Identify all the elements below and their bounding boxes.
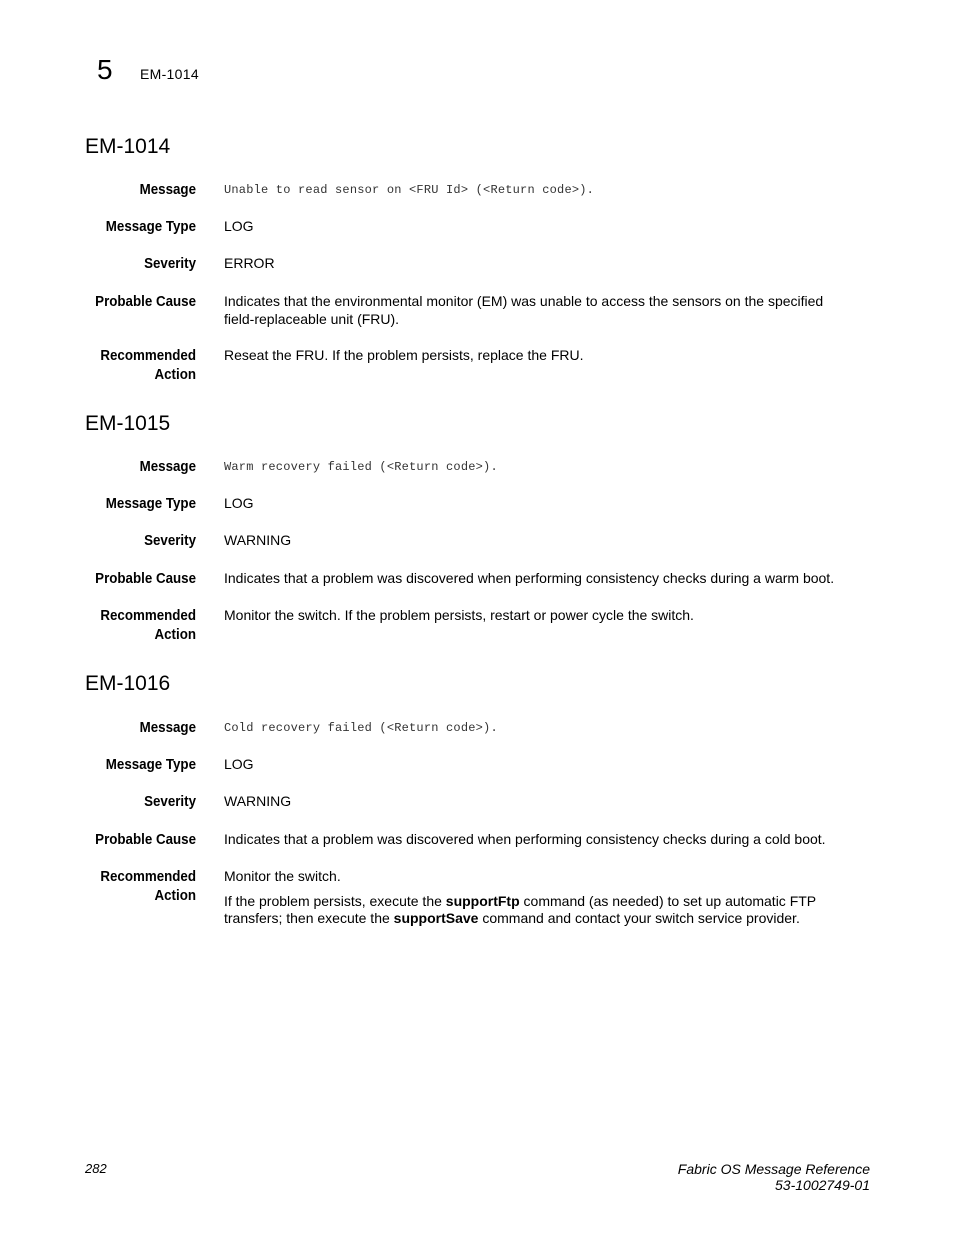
chapter-number: 5	[97, 54, 113, 85]
value-message: Warm recovery failed (<Return code>).	[224, 460, 498, 474]
label-severity: Severity	[144, 794, 196, 810]
section-title: EM-1014	[85, 135, 171, 158]
label-recommended-line1: Recommended	[100, 348, 196, 364]
value-message-type: LOG	[224, 495, 254, 511]
document-number: 53-1002749-01	[775, 1177, 870, 1193]
command-supportsave: supportSave	[393, 910, 479, 926]
label-message-type: Message Type	[105, 757, 196, 773]
value-recommended-action-detail	[224, 893, 844, 928]
value-probable-cause: Indicates that a problem was discovered when performing consistency checks during a cold boot.	[224, 831, 826, 847]
section-title: EM-1015	[85, 412, 171, 435]
label-recommended-line2: Action	[154, 888, 196, 904]
section-title: EM-1016	[85, 672, 171, 695]
value-recommended-action: Reseat the FRU. If the problem persists, replace the FRU.	[224, 347, 584, 363]
value-message: Unable to read sensor on <FRU Id> (<Return code>).	[224, 183, 595, 197]
label-probable-cause: Probable Cause	[95, 294, 196, 310]
label-severity: Severity	[144, 256, 196, 272]
label-recommended-line1: Recommended	[100, 869, 196, 885]
value-severity: WARNING	[224, 532, 292, 548]
label-recommended-line2: Action	[154, 627, 196, 643]
action-text-1: If the problem persists, execute the	[224, 892, 446, 909]
document-title: Fabric OS Message Reference	[677, 1161, 870, 1177]
label-message-type: Message Type	[105, 219, 196, 235]
label-recommended-line1: Recommended	[100, 608, 196, 624]
label-message-type: Message Type	[105, 496, 196, 512]
value-recommended-action: Monitor the switch. If the problem persists, restart or power cycle the switch.	[224, 607, 694, 623]
value-probable-cause: Indicates that the environmental monitor (EM) was unable to access the sensors on the specified field-replaceable unit (FRU).	[224, 293, 824, 327]
label-recommended-action	[58, 347, 196, 385]
value-recommended-action-block	[224, 868, 844, 928]
value-message-type: LOG	[224, 756, 254, 772]
value-probable-cause: Indicates that a problem was discovered when performing consistency checks during a warm boot.	[224, 570, 835, 586]
label-message: Message	[139, 459, 196, 475]
label-message: Message	[139, 720, 196, 736]
action-text-3: command and contact your switch service provider.	[478, 910, 800, 926]
label-recommended-line2: Action	[154, 367, 196, 383]
command-supportftp: supportFtp	[445, 892, 520, 909]
value-severity: ERROR	[224, 255, 275, 271]
action-text-2: command (as needed) to set up automatic FTP transfers; then execute the	[224, 892, 816, 926]
value-severity: WARNING	[224, 793, 292, 809]
label-severity: Severity	[144, 533, 196, 549]
label-message: Message	[139, 182, 196, 198]
label-recommended-action	[58, 868, 196, 906]
label-probable-cause: Probable Cause	[95, 832, 196, 848]
value-message: Cold recovery failed (<Return code>).	[224, 721, 498, 735]
page-number: 282	[85, 1161, 107, 1176]
label-recommended-action	[58, 607, 196, 645]
running-header-title: EM-1014	[140, 66, 199, 82]
label-probable-cause: Probable Cause	[95, 571, 196, 587]
value-message-type: LOG	[224, 218, 254, 234]
footer-document-reference	[678, 1161, 870, 1193]
value-recommended-action: Monitor the switch.	[224, 868, 341, 884]
